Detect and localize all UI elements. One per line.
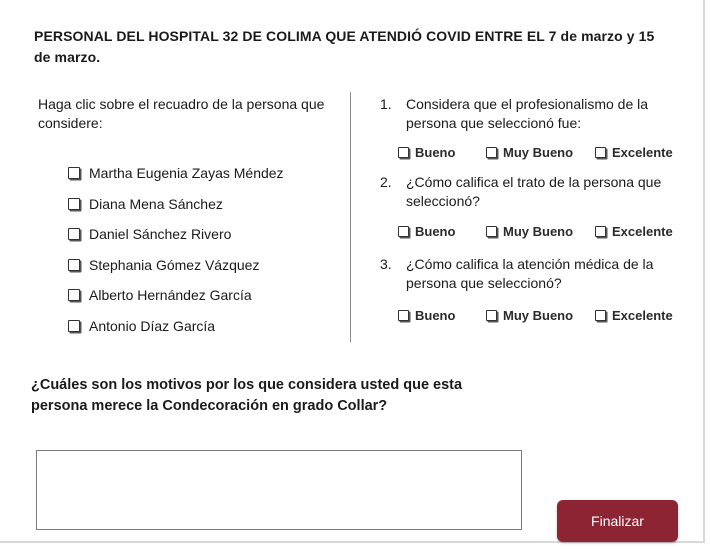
question-professionalism <box>380 95 690 133</box>
rating-label: Excelente <box>612 145 673 160</box>
checkbox-icon[interactable] <box>398 310 409 321</box>
staff-list <box>68 162 338 345</box>
rating-label: Muy Bueno <box>503 145 574 160</box>
rating-label: Bueno <box>415 145 456 160</box>
question-text: ¿Cómo califica el trato de la persona que seleccionó? <box>406 174 662 209</box>
page-title: PERSONAL DEL HOSPITAL 32 DE COLIMA QUE ATENDIÓ COVID ENTRE EL 7 de marzo y 15 de marzo. <box>34 28 655 65</box>
checkbox-icon[interactable] <box>68 289 80 301</box>
staff-name: Martha Eugenia Zayas Méndez <box>89 165 284 181</box>
rating-option-bueno[interactable] <box>398 308 486 323</box>
question-text: ¿Cómo califica la atención médica de la persona que seleccionó? <box>406 256 654 291</box>
staff-name: Alberto Hernández García <box>89 287 252 303</box>
rating-options-professionalism <box>398 145 685 160</box>
rating-option-muy-bueno[interactable] <box>486 145 595 160</box>
rating-option-bueno[interactable] <box>398 145 486 160</box>
staff-option-stephania[interactable] <box>68 254 338 276</box>
checkbox-icon[interactable] <box>398 147 409 158</box>
staff-option-martha[interactable] <box>68 162 338 184</box>
rating-option-excelente[interactable] <box>595 145 685 160</box>
rating-options-treatment <box>398 224 685 239</box>
column-divider <box>350 92 351 342</box>
staff-option-diana[interactable] <box>68 193 338 215</box>
checkbox-icon[interactable] <box>486 226 497 237</box>
question-number: 1. <box>380 96 392 112</box>
staff-option-alberto[interactable] <box>68 284 338 306</box>
selection-instruction: Haga clic sobre el recuadro de la persona que considere: <box>38 96 325 131</box>
rating-option-excelente[interactable] <box>595 308 685 323</box>
staff-name: Antonio Díaz García <box>89 317 216 334</box>
reason-question: ¿Cuáles son los motivos por los que considera usted que esta persona merece la Condecoración en grado Collar? <box>31 377 463 414</box>
question-treatment <box>380 173 690 211</box>
reason-textarea[interactable] <box>36 450 522 530</box>
rating-option-bueno[interactable] <box>398 224 486 239</box>
question-number: 3. <box>380 256 392 272</box>
staff-name: Diana Mena Sánchez <box>89 195 223 212</box>
rating-label: Bueno <box>415 224 456 239</box>
rating-option-excelente[interactable] <box>595 224 685 239</box>
finish-button[interactable]: Finalizar <box>557 500 678 542</box>
question-text: Considera que el profesionalismo de la persona que seleccionó fue: <box>406 96 649 131</box>
rating-label: Excelente <box>612 308 673 323</box>
checkbox-icon[interactable] <box>68 228 80 240</box>
rating-options-medical-care <box>398 308 685 323</box>
checkbox-icon[interactable] <box>68 167 80 179</box>
question-number: 2. <box>380 174 392 190</box>
rating-label: Excelente <box>612 224 673 239</box>
staff-name: Stephania Gómez Vázquez <box>89 256 260 273</box>
rating-label: Muy Bueno <box>503 308 574 323</box>
checkbox-icon[interactable] <box>486 147 497 158</box>
rating-option-muy-bueno[interactable] <box>486 308 595 323</box>
rating-option-muy-bueno[interactable] <box>486 224 595 239</box>
question-medical-care <box>380 255 690 293</box>
checkbox-icon[interactable] <box>595 310 606 321</box>
checkbox-icon[interactable] <box>486 310 497 321</box>
checkbox-icon[interactable] <box>68 259 80 271</box>
checkbox-icon[interactable] <box>398 226 409 237</box>
staff-option-antonio[interactable] <box>68 315 338 337</box>
checkbox-icon[interactable] <box>68 320 80 332</box>
rating-label: Muy Bueno <box>503 224 574 239</box>
rating-label: Bueno <box>415 308 456 323</box>
staff-option-daniel[interactable] <box>68 223 338 245</box>
checkbox-icon[interactable] <box>595 226 606 237</box>
checkbox-icon[interactable] <box>68 198 80 210</box>
checkbox-icon[interactable] <box>595 147 606 158</box>
staff-name: Daniel Sánchez Rivero <box>89 226 232 242</box>
